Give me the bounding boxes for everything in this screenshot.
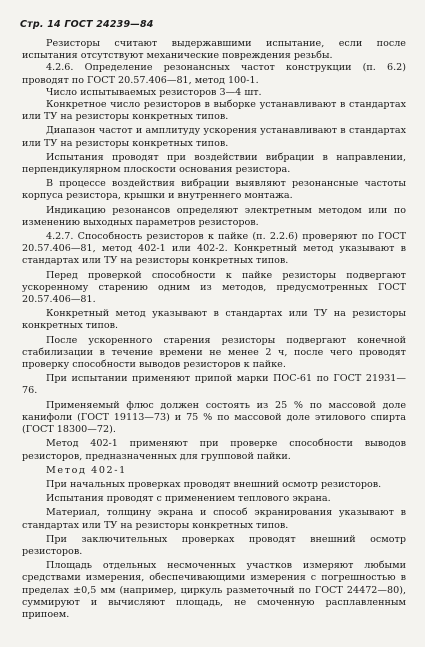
paragraph: Диапазон частот и амплитуду ускорения устанавливают в стандартах или ТУ на резисторы конкретных типов. [22, 125, 406, 149]
paragraph: При испытании применяют припой марки ПОС-61 по ГОСТ 21931—76. [22, 373, 406, 397]
paragraph: 4.2.7. Способность резисторов к пайке (п. 2.2.6) проверяют по ГОСТ 20.57.406—81, метод 402-1 или 402-2. Конкретный метод указывают в стандартах или ТУ на резисторы конкретных типов. [22, 231, 406, 267]
paragraph: Конкретный метод указывают в стандартах или ТУ на резисторы конкретных типов. [22, 308, 406, 332]
paragraph: Площадь отдельных несмоченных участков измеряют любыми средствами измерения, обеспечивающими измерения с погрешностью в пределах ±0,5 мм (например, циркуль разметочный по ГОСТ 24472—80), суммируют и вычисляют площадь, не смоченную расплавленным припоем. [22, 560, 406, 620]
paragraph: При заключительных проверках проводят внешний осмотр резисторов. [22, 533, 406, 557]
method-heading: Метод 402-1 [46, 464, 127, 476]
paragraph: Испытания проводят при воздействии вибрации в направлении, перпендикулярном плоскости основания резистора. [22, 151, 406, 176]
paragraph: Индикацию резонансов определяют электретным методом или по изменению выходных параметров резисторов. [22, 204, 406, 228]
paragraph: Перед проверкой способности к пайке резисторы подвергают ускоренному старению одним из методов, предусмотренных ГОСТ 20.57.406—81. [22, 269, 406, 306]
paragraph: После ускоренного старения резисторы подвергают конечной стабилизации в течение времени не менее 2 ч, после чего проводят проверку способности выводов резисторов к пайке. [22, 334, 406, 371]
paragraph: В процессе воздействия вибрации выявляют резонансные частоты корпуса резистора, крышки и внутреннего монтажа. [22, 178, 406, 202]
page-header: Стр. 14 ГОСТ 24239—84 [20, 19, 154, 30]
document-body [22, 38, 406, 621]
paragraph: При начальных проверках проводят внешний осмотр резисторов. [46, 478, 382, 490]
paragraph: Применяемый флюс должен состоять из 25 % по массовой доле канифоли (ГОСТ 19113—73) и 75 % по массовой доле этилового спирта (ГОСТ 18300—72). [22, 399, 406, 436]
paragraph: Материал, толщину экрана и способ экранирования указывают в стандартах или ТУ на резисторы конкретных типов. [22, 507, 406, 531]
paragraph: Резисторы считают выдержавшими испытание, если после испытания отсутствуют механические повреждения резьбы. [22, 38, 406, 62]
paragraph: Испытания проводят с применением теплового экрана. [46, 493, 331, 505]
paragraph: Конкретное число резисторов в выборке устанавливают в стандартах или ТУ на резисторы конкретных типов. [22, 99, 406, 123]
paragraph: Число испытываемых резисторов 3—4 шт. [46, 86, 262, 98]
paragraph: Метод 402-1 применяют при проверке способности выводов резисторов, предназначенных для групповой пайки. [22, 438, 406, 462]
paragraph: 4.2.6. Определение резонансных частот конструкции (п. 6.2) проводят по ГОСТ 20.57.406—81, метод 100-1. [22, 62, 406, 86]
